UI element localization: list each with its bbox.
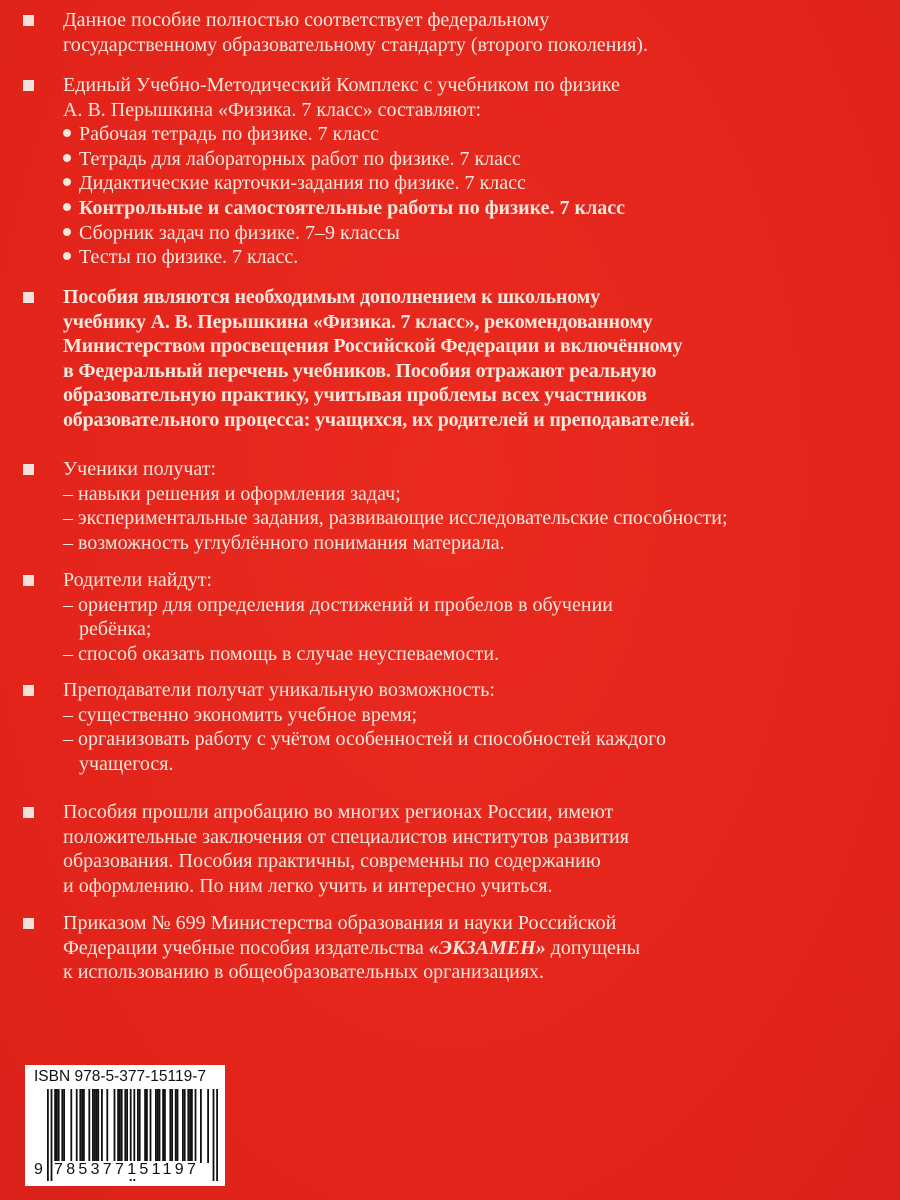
list-item-text: Тесты по физике. 7 класс.: [79, 246, 299, 269]
publisher-name: «ЭКЗАМЕН»: [428, 936, 546, 959]
square-bullet-icon: [23, 292, 34, 303]
barcode-bar: [81, 1089, 83, 1163]
barcode-bar: [76, 1089, 78, 1163]
list-item: [63, 221, 625, 246]
text-line: Преподаватели получат уникальную возможность:: [63, 679, 495, 701]
text-line: образовательного процесса: учащихся, их родителей и преподавателей.: [63, 408, 695, 431]
barcode-bar: [146, 1089, 148, 1163]
barcode-bar: [157, 1089, 159, 1163]
text-line: Приказом № 699 Министерства образования и науки Российской: [63, 912, 617, 934]
section-approbation: [63, 800, 629, 898]
section-order: [63, 911, 640, 985]
barcode-bar: [175, 1089, 177, 1163]
list-item: [63, 122, 625, 147]
dot-bullet-icon: [63, 228, 71, 236]
text-line: положительные заключения от специалистов институтов развития: [63, 825, 629, 848]
barcode-bar: [63, 1089, 65, 1163]
barcode-bar: [56, 1089, 58, 1163]
text-line: ребёнка;: [79, 618, 152, 641]
barcode-bar: [207, 1089, 209, 1163]
text-line: [63, 936, 640, 961]
text-line: – возможность углублённого понимания материала.: [63, 531, 505, 554]
text-line: А. В. Перышкина «Физика. 7 класс» составляют:: [63, 98, 482, 121]
text-line: Родители найдут:: [63, 569, 212, 591]
text-line: учащегося.: [79, 752, 174, 775]
text-line: – организовать работу с учётом особенностей и способностей каждого: [63, 728, 666, 751]
section-supplement: [63, 285, 695, 433]
text-line: – навыки решения и оформления задач;: [63, 482, 401, 505]
list-item: [63, 196, 625, 221]
barcode-bar: [191, 1089, 193, 1163]
barcode-bar: [106, 1089, 108, 1163]
barcode-bar: [58, 1089, 60, 1163]
barcode-bar: [126, 1089, 128, 1163]
text-line: Пособия являются необходимым дополнением к школьному: [63, 286, 600, 308]
text-line: образовательную практику, учитывая проблемы всех участников: [63, 384, 647, 407]
square-bullet-icon: [23, 15, 34, 26]
text-line: – способ оказать помощь в случае неуспеваемости.: [63, 642, 500, 665]
text-line: образования. Пособия практичны, современны по содержанию: [63, 850, 601, 873]
barcode-bar: [47, 1089, 49, 1181]
text-part: допущены: [550, 936, 640, 959]
dot-bullet-icon: [63, 203, 71, 211]
square-bullet-icon: [23, 575, 34, 586]
section-complex: [63, 73, 625, 270]
barcode-bar: [121, 1089, 123, 1163]
dot-bullet-icon: [63, 252, 71, 260]
section-students: [63, 457, 728, 555]
list-item-text: Рабочая тетрадь по физике. 7 класс: [79, 123, 379, 146]
text-line: Пособия прошли апробацию во многих регионах России, имеют: [63, 801, 614, 823]
dot-bullet-icon: [63, 154, 71, 162]
dot-bullet-icon: [63, 129, 71, 137]
barcode-bar: [187, 1089, 189, 1163]
barcode-bar: [213, 1089, 215, 1181]
text-line: государственному образовательному стандарту (второго поколения).: [63, 33, 648, 56]
square-bullet-icon: [23, 807, 34, 818]
barcode-bar: [169, 1089, 171, 1163]
barcode-bar: [83, 1089, 85, 1163]
text-line: – существенно экономить учебное время;: [63, 703, 418, 726]
square-bullet-icon: [23, 80, 34, 91]
list-item-text: Тетрадь для лабораторных работ по физике. 7 класс: [79, 147, 521, 170]
barcode-bar: [200, 1089, 202, 1163]
barcode-bar: [79, 1089, 81, 1163]
barcode-bar: [94, 1089, 96, 1163]
barcode-bar: [114, 1089, 116, 1163]
text-line: и оформлению. По ним легко учить и интересно учиться.: [63, 874, 553, 897]
text-line: Министерством просвещения Российской Федерации и включённому: [63, 335, 683, 358]
text-line: в Федеральный перечень учебников. Пособия отражают реальную: [63, 359, 657, 382]
barcode-bar: [159, 1089, 161, 1163]
barcode-bar: [184, 1089, 186, 1163]
list-item-text: Контрольные и самостоятельные работы по физике. 7 класс: [79, 196, 626, 219]
barcode-bar: [144, 1089, 146, 1163]
section-parents: [63, 568, 613, 666]
text-line: – экспериментальные задания, развивающие исследовательские способности;: [63, 507, 728, 530]
barcode-bar: [150, 1089, 152, 1163]
text-line: к использованию в общеобразовательных организациях.: [63, 961, 545, 984]
barcode-bar: [54, 1089, 56, 1163]
text-line: учебнику А. В. Перышкина «Физика. 7 класс», рекомендованному: [63, 310, 653, 333]
list-item-text: Дидактические карточки-задания по физике. 7 класс: [79, 172, 526, 195]
section-teachers: [63, 678, 666, 776]
barcode-bar: [88, 1089, 90, 1163]
barcode-bar: [139, 1089, 141, 1163]
dot-bullet-icon: [63, 178, 71, 186]
barcode-first-digit: 9: [34, 1161, 47, 1178]
barcode-bar: [96, 1089, 98, 1163]
isbn-label: ISBN 978-5-377-15119-7: [34, 1068, 207, 1085]
barcode-bar: [117, 1089, 119, 1163]
barcode-digits: 785377151197: [54, 1161, 200, 1178]
barcode-bar: [119, 1089, 121, 1163]
barcode-bar: [177, 1089, 179, 1163]
barcode-bar: [51, 1089, 53, 1181]
barcode-bar: [171, 1089, 173, 1163]
barcode-bar: [92, 1089, 94, 1163]
square-bullet-icon: [23, 918, 34, 929]
barcode-bar: [216, 1089, 218, 1181]
list-item-text: Сборник задач по физике. 7–9 классы: [79, 221, 400, 244]
barcode-bar: [124, 1089, 126, 1163]
list-item: [63, 245, 625, 270]
section-standard: [63, 8, 648, 57]
square-bullet-icon: [23, 464, 34, 475]
square-bullet-icon: [23, 685, 34, 696]
barcode-bar: [162, 1089, 164, 1163]
list-item: [63, 171, 625, 196]
barcode-bar: [164, 1089, 166, 1163]
text-part: Федерации учебные пособия издательства: [63, 936, 424, 959]
barcode-bar: [195, 1089, 197, 1163]
barcode-bar: [97, 1089, 99, 1163]
text-line: – ориентир для определения достижений и пробелов в обучении: [63, 593, 613, 616]
text-line: Ученики получат:: [63, 458, 217, 480]
list-item: [63, 147, 625, 172]
text-line: Единый Учебно-Методический Комплекс с учебником по физике: [63, 74, 620, 96]
barcode-bar: [70, 1089, 72, 1163]
barcode-bar: [155, 1089, 157, 1163]
text-line: Данное пособие полностью соответствует федеральному: [63, 9, 550, 31]
isbn-barcode: [25, 1065, 225, 1186]
barcode-bar: [189, 1089, 191, 1163]
barcode-bar: [61, 1089, 63, 1163]
barcode-bar: [182, 1089, 184, 1163]
barcode-bar: [101, 1089, 103, 1163]
barcode-bar: [137, 1089, 139, 1163]
